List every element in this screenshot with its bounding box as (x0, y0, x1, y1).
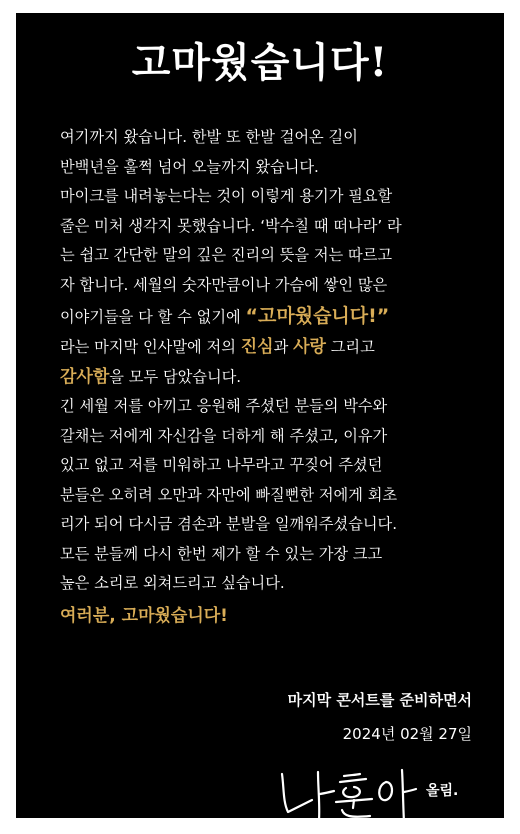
letter-line (60, 333, 490, 363)
letter-text: 이야기들을 다 할 수 없기에 (60, 308, 246, 326)
letter-line: 줄은 미처 생각지 못했습니다. ‘박수칠 때 떠나라’ 라 (60, 216, 402, 235)
letter-line: 반백년을 훌쩍 넘어 오늘까지 왔습니다. (60, 157, 319, 176)
letter-line: 마이크를 내려놓는다는 것이 이렇게 용기가 필요할 (60, 187, 393, 205)
letter-line: 높은 소리로 외쳐드리고 싶습니다. (60, 574, 285, 592)
letter-line: 자 합니다. 세월의 숫자만큼이나 가슴에 쌓인 많은 (60, 275, 388, 294)
page-title: 고마웠습니다! (131, 39, 389, 86)
highlight-quote: “고마웠습니다!” (245, 305, 390, 327)
highlight-love: 사랑 (293, 337, 326, 357)
letter-line: 는 쉽고 간단한 말의 깊은 진리의 뜻을 저는 따르고 (60, 246, 393, 264)
highlight-sincerity: 진심 (240, 337, 274, 357)
highlight-thanks: 여러분, 고마웠습니다! (60, 605, 228, 626)
letter-text: 라는 마지막 인사말에 저의 (60, 338, 241, 356)
letter-line: 여기까지 왔습니다. 한발 또 한발 걸어온 길이 (60, 128, 358, 146)
letter-panel (16, 13, 504, 818)
letter-line: 분들은 오히려 오만과 자만에 빠질뻔한 저에게 회초 (60, 485, 398, 504)
letter-text: 그리고 (325, 338, 375, 356)
letter-line: 리가 되어 다시금 겸손과 분발을 일깨워주셨습니다. (60, 515, 398, 533)
signature (274, 768, 419, 823)
letter-line: 있고 없고 저를 미워하고 나무라고 꾸짖어 주셨던 (60, 456, 383, 474)
sign-off: 올림. (426, 783, 459, 799)
letter-line: 갈채는 저에게 자신감을 더하게 해 주셨고, 이유가 (60, 426, 388, 445)
closing-exclamation (60, 599, 490, 633)
highlight-gratitude: 감사함 (60, 366, 110, 387)
letter-text: 을 모두 담았습니다. (109, 367, 242, 386)
letter-line: 긴 세월 저를 아끼고 응원해 주셨던 분들의 박수와 (60, 397, 388, 415)
letter-line (60, 300, 490, 333)
letter-line: 모든 분들께 다시 한번 제가 할 수 있는 가장 크고 (60, 544, 383, 563)
letter-date: 2024년 02월 27일 (342, 725, 472, 743)
letter-line (60, 363, 490, 393)
letter-body (60, 123, 490, 633)
closing-line: 마지막 콘서트를 준비하면서 (287, 691, 472, 709)
letter-text: 과 (273, 338, 294, 356)
